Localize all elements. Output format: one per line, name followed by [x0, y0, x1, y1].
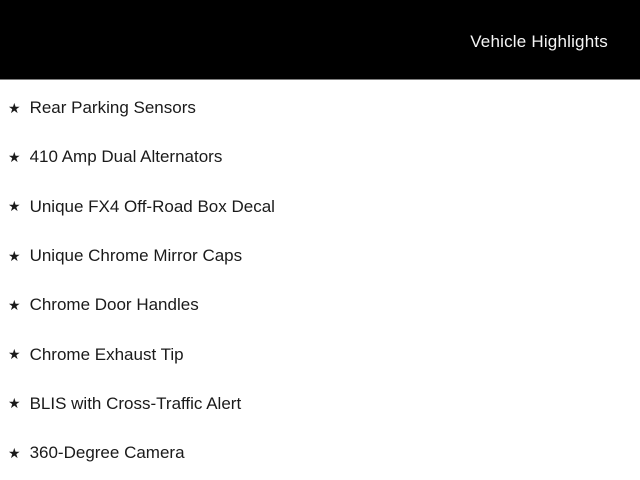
star-icon: ★ — [8, 198, 21, 215]
star-icon: ★ — [8, 395, 21, 412]
star-icon: ★ — [8, 247, 21, 264]
list-item — [0, 280, 640, 329]
highlights-header — [0, 0, 640, 80]
list-item-label: BLIS with Cross-Traffic Alert — [29, 393, 242, 413]
list-item — [0, 428, 640, 477]
list-item — [0, 132, 640, 181]
list-item-label: Rear Parking Sensors — [29, 98, 196, 118]
list-item — [0, 83, 640, 132]
star-icon: ★ — [8, 444, 21, 461]
list-item-label: Chrome Exhaust Tip — [29, 344, 184, 364]
list-item-label: 360-Degree Camera — [29, 443, 185, 463]
list-item-label: Unique FX4 Off-Road Box Decal — [29, 196, 275, 216]
list-item — [0, 182, 640, 231]
page-title: Vehicle Highlights — [470, 31, 608, 51]
list-item — [0, 231, 640, 280]
list-item-label: 410 Amp Dual Alternators — [29, 147, 223, 167]
highlights-list — [0, 80, 640, 477]
star-icon: ★ — [8, 99, 21, 116]
list-item — [0, 329, 640, 378]
list-item-label: Unique Chrome Mirror Caps — [29, 246, 243, 266]
list-item-label: Chrome Door Handles — [29, 295, 199, 315]
star-icon: ★ — [8, 296, 21, 313]
star-icon: ★ — [8, 346, 21, 363]
star-icon: ★ — [8, 148, 21, 165]
list-item — [0, 379, 640, 428]
